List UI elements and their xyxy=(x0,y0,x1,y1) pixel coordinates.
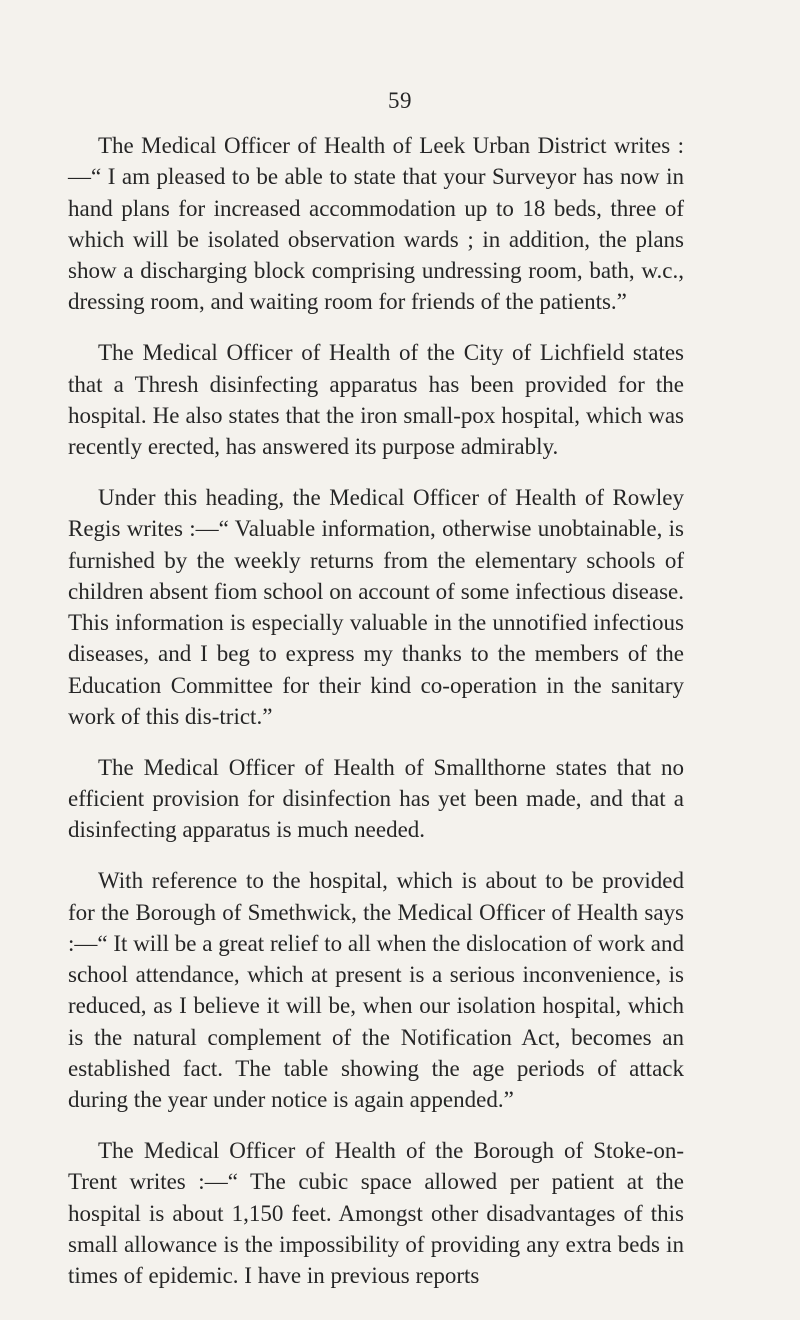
paragraph-smethwick: With reference to the hospital, which is about to be provided for the Borough of Smethwick, the Medical Officer of Health says :—“ It will be a great relief to all when the dislocation of work and school attendance, which at present is a serious inconvenience, is reduced, as I believe it will be, when our isolation hospital, which is the natural complement of the Notification Act, becomes an established fact. The table showing the age periods of attack during the year under notice is again appended.” xyxy=(68,868,684,1113)
page-number: 59 xyxy=(388,88,412,113)
paragraph-rowley-regis: Under this heading, the Medical Officer of Health of Rowley Regis writes :—“ Valuable information, otherwise unobtainable, is furnished by the weekly returns from the elementary schools of children absent fiom school on account of some infectious disease. This information is especially valuable in the unnotified infectious diseases, and I beg to express my thanks to the members of the Education Committee for their kind co-operation in the sanitary work of this dis-trict.” xyxy=(68,484,684,730)
paragraph-stoke-on-trent: The Medical Officer of Health of the Borough of Stoke-on-Trent writes :—“ The cubic space allowed per patient at the hospital is about 1,150 feet. Amongst other disadvantages of this small allowance is the impossibility of providing any extra beds in times of epidemic. I have in previous reports xyxy=(68,1138,684,1289)
paragraph-smallthorne: The Medical Officer of Health of Smallthorne states that no efficient provision for disinfection has yet been made, and that a disinfecting apparatus is much needed. xyxy=(68,754,684,843)
body-text xyxy=(68,130,684,1311)
paragraph-lichfield: The Medical Officer of Health of the City of Lichfield states that a Thresh disinfecting apparatus has been provided for the hospital. He also states that the iron small-pox hospital, which was recently erected, has answered its purpose admirably. xyxy=(68,340,684,460)
paragraph-leek: The Medical Officer of Health of Leek Urban District writes :—“ I am pleased to be able to state that your Surveyor has now in hand plans for increased accommodation up to 18 beds, three of which will be isolated observation wards ; in addition, the plans show a discharging block comprising undressing room, bath, w.c., dressing room, and waiting room for friends of the patients.” xyxy=(68,133,684,315)
